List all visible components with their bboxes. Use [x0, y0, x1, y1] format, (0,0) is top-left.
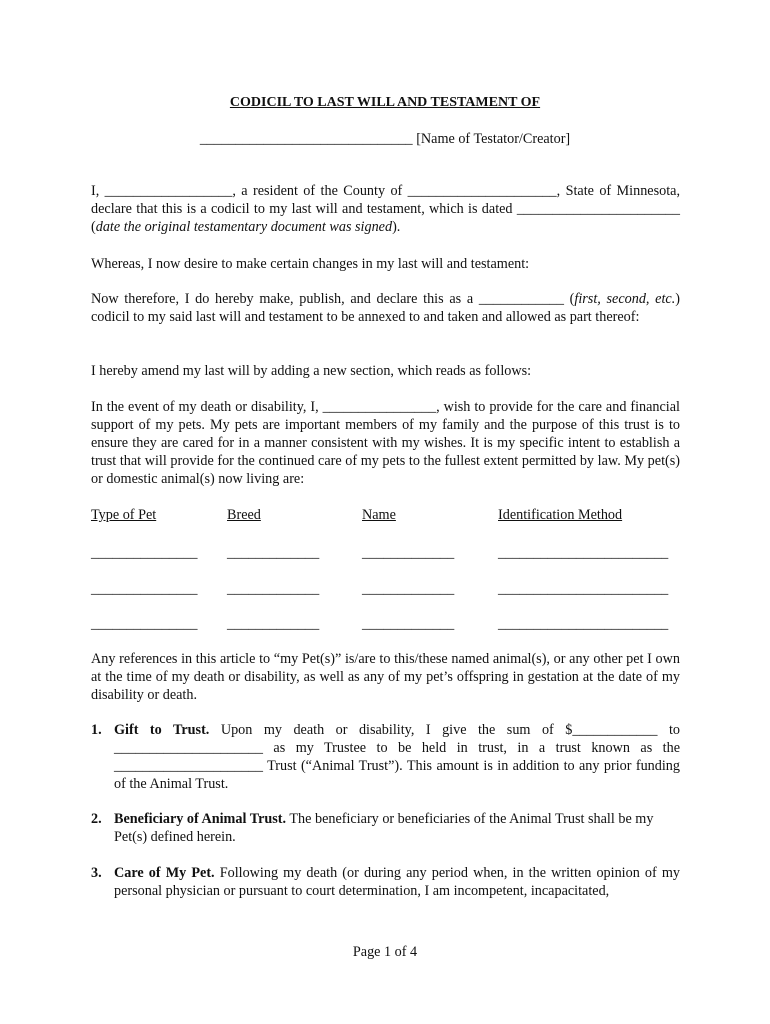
header-breed: Breed [227, 507, 261, 523]
now-therefore-italic: first, second, etc. [574, 291, 676, 307]
section-heading: Care of My Pet. [114, 865, 215, 881]
intro-text-end: ). [392, 219, 401, 235]
header-identification-method: Identification Method [498, 507, 623, 523]
now-therefore-paragraph [91, 290, 680, 326]
intro-paragraph [91, 182, 680, 236]
blank-breed: _____________ [227, 581, 320, 597]
page-number: Page 1 of 4 [352, 944, 418, 960]
header-type-of-pet: Type of Pet [91, 507, 157, 523]
blank-identification-method: ________________________ [498, 616, 669, 632]
section-body [114, 810, 659, 846]
section-heading: Gift to Trust. [114, 722, 210, 738]
testator-name-line: ______________________________ [Name of Testator/Creator] [199, 131, 571, 147]
blank-breed: _____________ [227, 545, 320, 561]
document-title: CODICIL TO LAST WILL AND TESTAMENT OF [229, 95, 541, 110]
whereas-paragraph: Whereas, I now desire to make certain changes in my last will and testament: [91, 256, 530, 272]
intro-italic: date the original testamentary document was signed [95, 219, 393, 235]
section-body [114, 721, 680, 793]
intro-text: I, __________________, a resident of the County of _____________________, State of Minnesota, declare that this is a codicil to my last will and testament, which is dated _______________________ ( [91, 183, 680, 235]
blank-name: _____________ [362, 581, 455, 597]
header-name: Name [362, 507, 396, 523]
section-number: 1. [91, 722, 102, 738]
blank-name: _____________ [362, 545, 455, 561]
section-heading: Beneficiary of Animal Trust. [114, 811, 287, 827]
references-paragraph: Any references in this article to “my Pet(s)” is/are to this/these named animal(s), or any other pet I own at the time of my death or disability, as well as any of my pet’s offspring in gestation at the date of my disability or death. [91, 651, 680, 703]
section-body [114, 864, 680, 900]
amend-paragraph: I hereby amend my last will by adding a new section, which reads as follows: [91, 363, 532, 379]
blank-type-of-pet: _______________ [91, 581, 198, 597]
blank-identification-method: ________________________ [498, 545, 669, 561]
event-paragraph: In the event of my death or disability, I, ________________, wish to provide for the care and financial support of my pets. My pets are important members of my family and the purpose of this trust is to ensure they are cared for in a manner consistent with my wishes. It is my specific intent to establish a trust that will provide for the continued care of my pets to the fullest extent permitted by law. My pet(s) or domestic animal(s) now living are: [91, 399, 680, 487]
section-text: The beneficiary or beneficiaries of the Animal Trust shall be my Pet(s) defined herein. [114, 811, 654, 845]
section-text: Following my death (or during any period when, in the written opinion of my personal physician or pursuant to court determination, I am incompetent, incapacitated, [114, 865, 680, 899]
blank-breed: _____________ [227, 616, 320, 632]
blank-type-of-pet: _______________ [91, 545, 198, 561]
blank-type-of-pet: _______________ [91, 616, 198, 632]
blank-name: _____________ [362, 616, 455, 632]
blank-identification-method: ________________________ [498, 581, 669, 597]
now-therefore-text: Now therefore, I do hereby make, publish, and declare this as a ____________ ( [91, 291, 575, 307]
section-number: 2. [91, 811, 102, 827]
section-number: 3. [91, 865, 102, 881]
now-therefore-text-end: ) codicil to my said last will and testament to be annexed to and taken and allowed as part thereof: [91, 291, 680, 325]
section-text: Upon my death or disability, I give the sum of $____________ to _____________________ as my Trustee to be held in trust, in a trust known as the _____________________ Trust (“Animal Trust”). This amount is in addition to any prior funding of the Animal Trust. [114, 722, 680, 792]
